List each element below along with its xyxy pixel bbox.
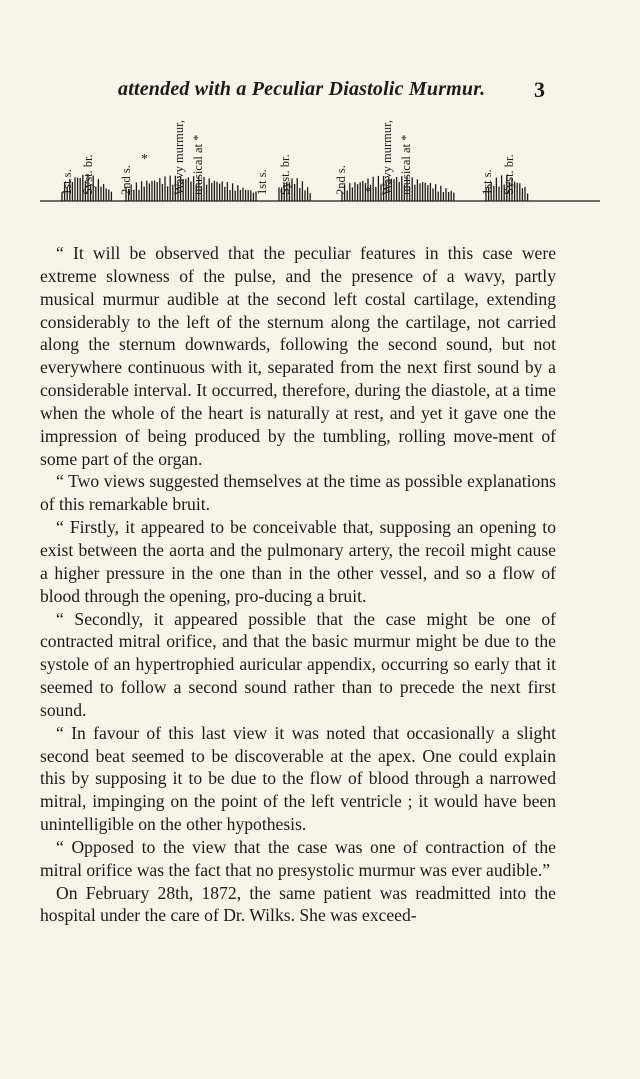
label-musical-at: musical at *	[399, 134, 413, 195]
label-first-sound: 1st s.	[480, 169, 494, 195]
body-text	[40, 242, 556, 927]
asterisk-marker: *	[141, 152, 148, 167]
label-second-sound: 2nd s.	[334, 165, 348, 195]
label-second-sound: 2nd s.	[119, 165, 133, 195]
label-wavy-murmur: Wavy murmur,	[172, 120, 186, 195]
paragraph: “ In favour of this last view it was noted that occasionally a slight second beat seemed to be discoverable at the apex. One could explain this by supposing it to be due to the flow of blood through a narrowed mitral, impinging on the point of the left ventricle ; it would have been unintelligible on the other hypothesis.	[40, 722, 556, 835]
page-number: 3	[534, 77, 545, 102]
running-header	[0, 78, 640, 108]
paragraph: “ Two views suggested themselves at the time as possible explanations of this remarkable bruit.	[40, 471, 556, 515]
label-wavy-murmur: Wavy murmur,	[380, 120, 394, 195]
paragraph: On February 28th, 1872, the same patient was readmitted into the hospital under the care of Dr. Wilks. She was exceed-	[40, 882, 556, 926]
asterisk-marker: *	[364, 185, 371, 200]
paragraph: “ Opposed to the view that the case was one of contraction of the mitral orifice was the fact that no presystolic murmur was ever audible.”	[40, 836, 556, 880]
label-musical-at: musical at *	[191, 134, 205, 195]
paragraph: “ It will be observed that the peculiar features in this case were extreme slowness of the pulse, and the presence of a wavy, partly musical murmur audible at the second left costal cartilage, extending considerably to the left of the sternum along the cartilage, not carried along the sternum downwards, following the second sound, but not everywhere continuous with it, separated from the next first sound by a considerable interval. It occurred, therefore, during the diastole, at a time when the whole of the heart is naturally at rest, and yet it gave one the impression of being produced by the tumbling, rolling move-ment of some part of the organ.	[40, 243, 556, 469]
running-title: attended with a Peculiar Diastolic Murmur.	[118, 78, 486, 100]
murmur-tracing-diagram	[0, 110, 640, 210]
sound-tracing	[0, 110, 640, 210]
label-first-sound: 1st s.	[60, 169, 74, 195]
paragraph: “ Secondly, it appeared possible that the case might be one of contracted mitral orifice, and that the basic murmur might be due to the systole of an hypertrophied auricular appendix, occurring so early that it seemed to follow a second sound rather than to precede the next first sound.	[40, 608, 556, 720]
label-systolic-bruit: Syst. br.	[81, 154, 95, 195]
label-systolic-bruit: Syst. br.	[502, 154, 516, 195]
paragraph: “ Firstly, it appeared to be conceivable that, supposing an opening to exist between the aorta and the pulmonary artery, the recoil might cause a higher pressure in the one than in the other vessel, and so a flow of blood through the opening, pro-ducing a bruit.	[40, 517, 556, 606]
label-first-sound: 1st s.	[255, 169, 269, 195]
label-systolic-bruit: Syst. br.	[278, 154, 292, 195]
